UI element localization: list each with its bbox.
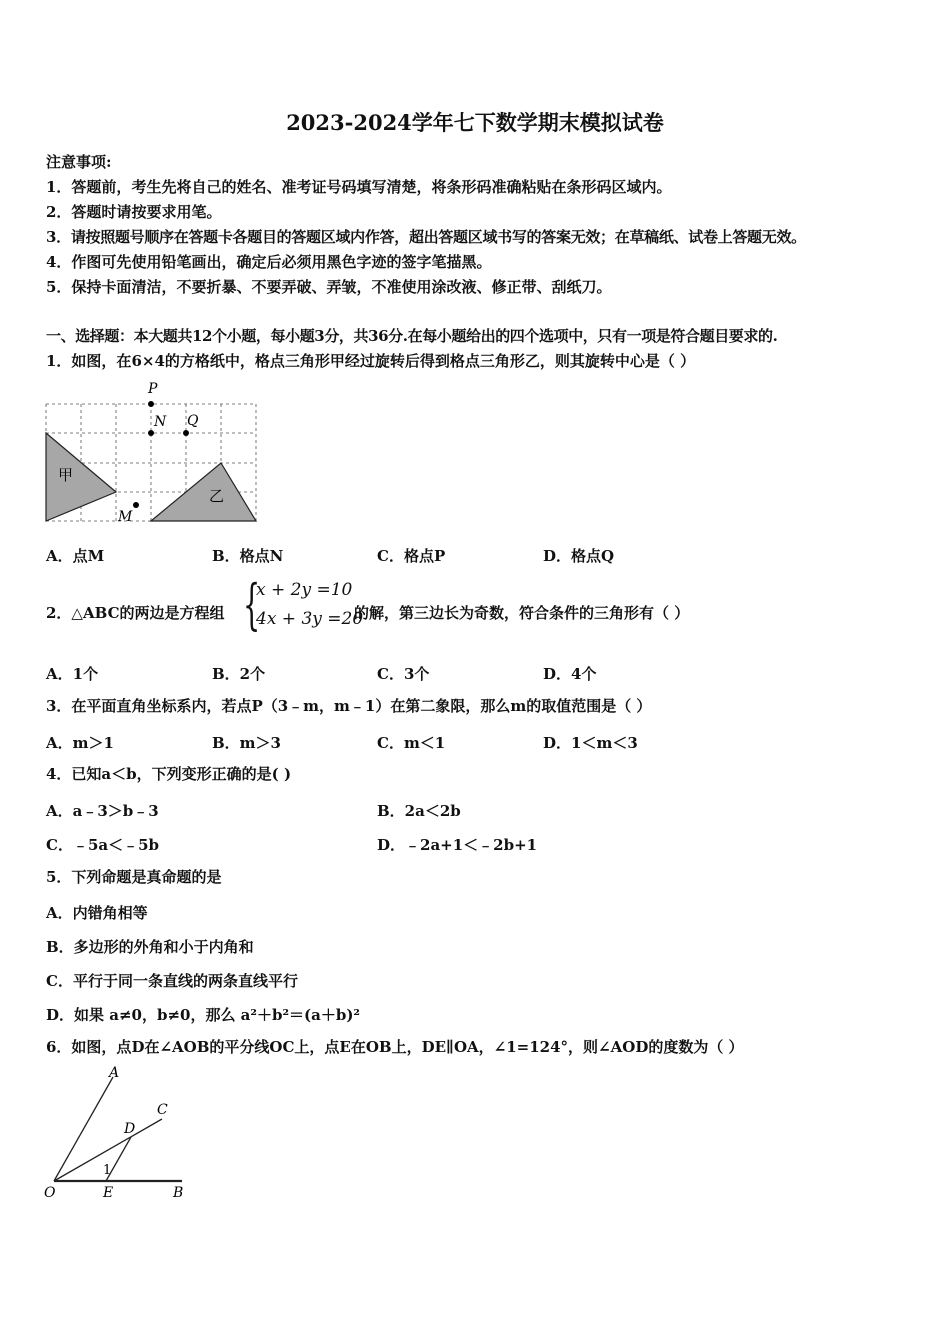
question-2-suffix: 的解，第三边长为奇数，符合条件的三角形有（ ） [354,604,690,622]
q3-option-d: D．1＜m＜3 [543,734,638,752]
point-m [133,502,139,508]
rotation-grid-figure [40,377,270,527]
label-jia: 甲 [58,466,74,484]
equation-brace: { [243,573,261,636]
note-item: 5．保持卡面清洁，不要折暴、不要弄破、弄皱，不准使用涂改液、修正带、刮纸刀。 [46,278,612,296]
label-n: N [154,414,167,430]
equation-2: 4x + 3y =20 [256,609,364,629]
angle-bisector-figure [40,1062,200,1207]
question-6-stem: 6．如图，点D在∠AOB的平分线OC上，点E在OB上，DE∥OA，∠1=124°，则∠AOD的度数为（ ） [46,1038,744,1056]
q5-option-d: D．如果 a≠0，b≠0，那么 a²＋b²＝(a＋b)² [46,1006,360,1024]
q3-option-a: A．m＞1 [46,734,114,752]
note-item: 2．答题时请按要求用笔。 [46,203,222,221]
q2-option-d: D．4个 [543,665,597,683]
label-a: A [109,1065,120,1081]
q4-option-a: A．a﹣3＞b﹣3 [46,802,159,820]
section-heading: 一、选择题：本大题共12个小题，每小题3分，共36分.在每小题给出的四个选项中，只有一项是符合题目要求的. [46,327,778,345]
point-q [183,430,189,436]
note-item: 3．请按照题号顺序在答题卡各题目的答题区域内作答，超出答题区域书写的答案无效；在草稿纸、试卷上答题无效。 [46,228,806,246]
question-1-stem: 1．如图，在6×4的方格纸中，格点三角形甲经过旋转后得到格点三角形乙，则其旋转中心是（ ） [46,352,696,370]
q1-option-a: A．点M [46,547,105,565]
notes-heading: 注意事项: [46,153,112,171]
q4-option-c: C．﹣5a＜﹣5b [46,836,160,854]
q2-option-b: B．2个 [212,665,266,683]
question-2-prefix: 2．△ABC的两边是方程组 [46,604,225,622]
note-item: 1．答题前，考生先将自己的姓名、准考证号码填写清楚，将条形码准确粘贴在条形码区域内。 [46,178,672,196]
point-p [148,401,154,407]
q3-option-c: C．m＜1 [377,734,446,752]
point-n [148,430,154,436]
q1-option-d: D．格点Q [543,547,615,565]
q4-option-b: B．2a＜2b [377,802,461,820]
label-1: 1 [103,1163,112,1178]
label-m: M [118,509,133,525]
label-o: O [44,1185,56,1201]
label-e: E [103,1185,114,1201]
q5-option-c: C．平行于同一条直线的两条直线平行 [46,972,298,990]
q3-option-b: B．m＞3 [212,734,281,752]
label-q: Q [187,413,199,429]
q1-option-c: C．格点P [377,547,446,565]
q2-option-a: A．1个 [46,665,99,683]
q4-option-d: D．﹣2a+1＜﹣2b+1 [377,836,538,854]
note-item: 4．作图可先使用铅笔画出，确定后必须用黑色字迹的签字笔描黑。 [46,253,492,271]
q5-option-b: B．多边形的外角和小于内角和 [46,938,254,956]
label-c: C [157,1102,168,1118]
equation-1: x + 2y =10 [256,580,353,600]
label-p: P [148,381,158,397]
page-title: 2023-2024学年七下数学期末模拟试卷 [286,110,664,135]
label-d: D [124,1121,136,1137]
label-yi: 乙 [209,487,225,505]
question-4-stem: 4．已知a＜b，下列变形正确的是( ) [46,765,292,783]
q1-option-b: B．格点N [212,547,284,565]
label-b: B [173,1185,184,1201]
question-5-stem: 5．下列命题是真命题的是 [46,868,222,886]
question-3-stem: 3．在平面直角坐标系内，若点P（3﹣m，m﹣1）在第二象限，那么m的取值范围是（ ） [46,697,652,715]
q5-option-a: A．内错角相等 [46,904,148,922]
q2-option-c: C．3个 [377,665,430,683]
